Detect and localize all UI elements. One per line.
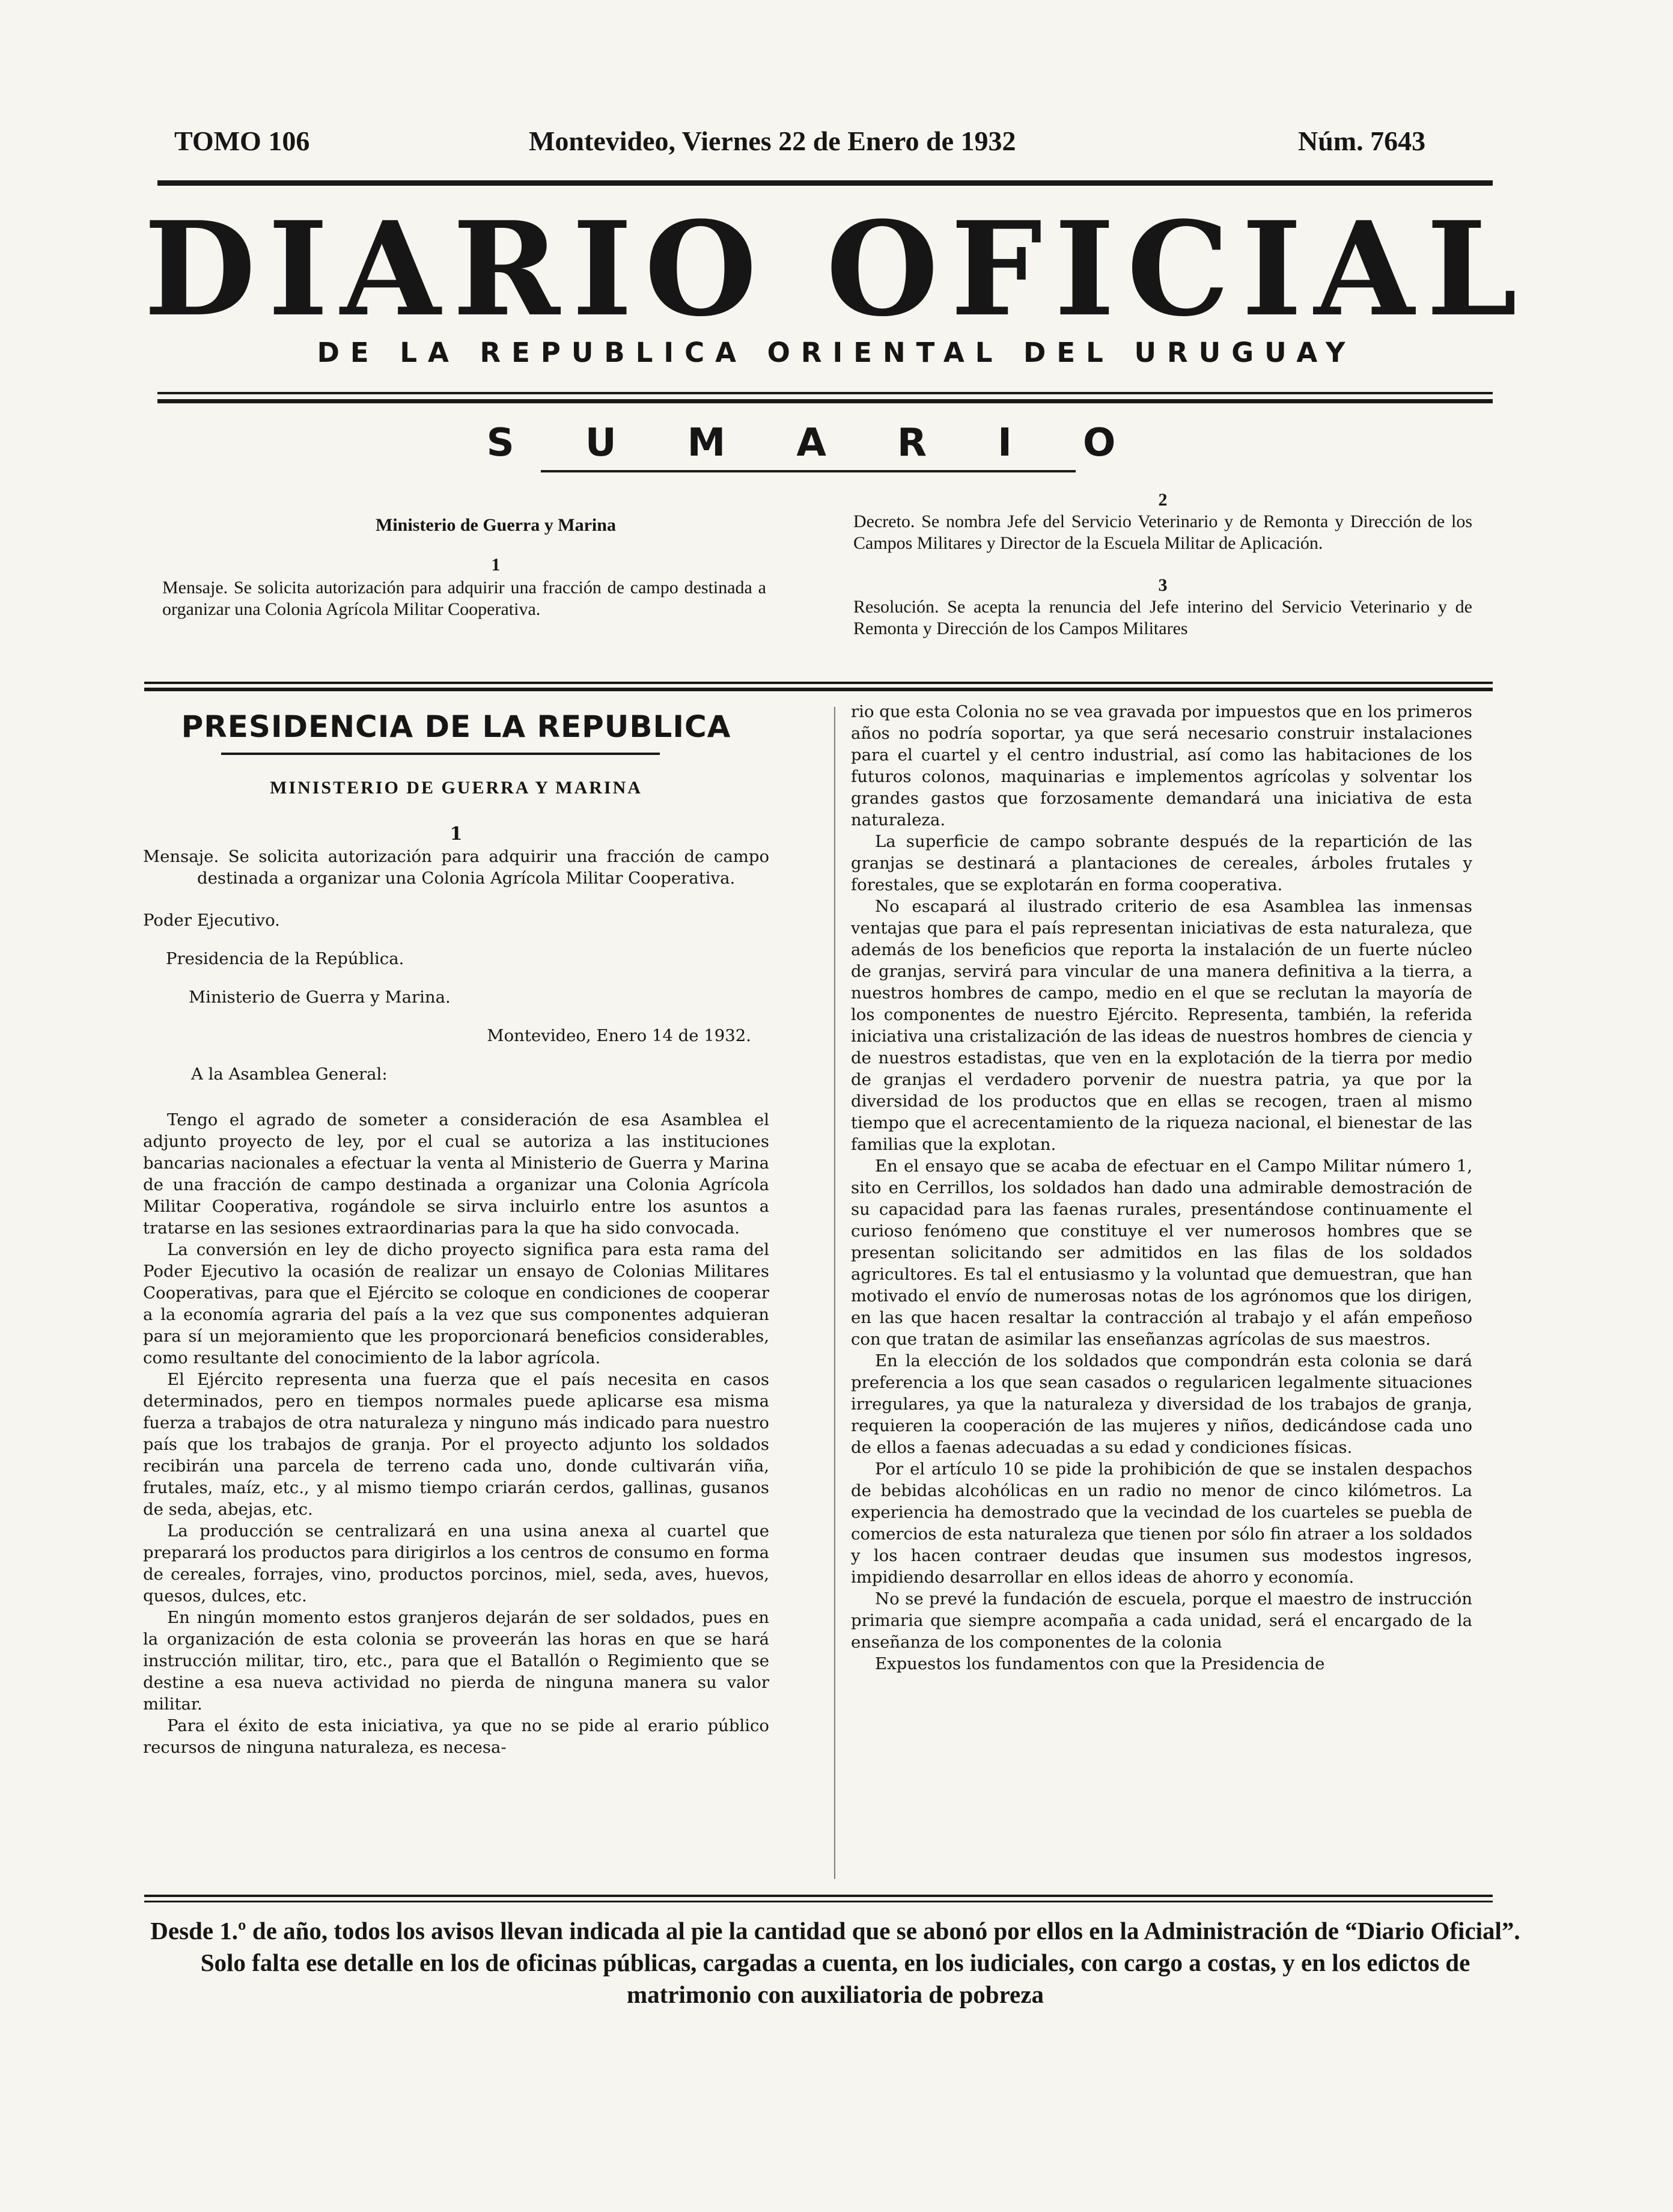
sumario-item-2-number: 2 <box>1158 490 1168 510</box>
newspaper-subtitle: DE LA REPUBLICA ORIENTAL DEL URUGUAY <box>317 337 1356 368</box>
section-heading: PRESIDENCIA DE LA REPUBLICA <box>181 709 731 744</box>
sumario-item-3-text: Resolución. Se acepta la renuncia del Jefe interino del Servicio Veterinario y de Remonta y Dirección de los Campos Militares <box>853 597 1472 638</box>
salutation: A la Asamblea General: <box>191 1065 388 1084</box>
issue-date: Montevideo, Viernes 22 de Enero de 1932 <box>529 126 1016 156</box>
masthead-bottom-rule-1 <box>157 392 1493 394</box>
ministerio-line: Ministerio de Guerra y Marina. <box>189 988 451 1007</box>
footer-notice: Desde 1.º de año, todos los avisos llevan indicada al pie la cantidad que se abonó por ellos en la Administración de “Diario Oficial”. Solo falta ese detalle en los de oficinas públicas, cargadas a cuenta, en los iudiciales, con cargo a costas, y en los edictos de matrimonio con auxiliatoria de pobreza <box>150 1917 1520 2008</box>
sumario-bottom-rule-2 <box>144 688 1493 691</box>
sumario-bottom-rule-1 <box>144 682 1493 684</box>
right-paragraph: En la elección de los soldados que compondrán esta colonia se dará preferencia a los que sean casados o regularicen legalmente situaciones irregulares, ya que la naturaleza y diversidad de los trabajos de granja, requieren la cooperación de las mujeres y niños, dedicándose cada uno de ellos a faenas adecuadas a su edad y condiciones físicas. <box>851 1351 1472 1457</box>
right-paragraph: rio que esta Colonia no se vea gravada por impuestos que en los primeros años no podría soportar, ya que será necesario construir instalaciones para el cuartel y el centro industrial, así como las habitaciones de los futuros colonos, maquinarias e implementos agrícolas y solventar los grandes gastos que forzosamente demandará una iniciativa de esta naturaleza. <box>851 702 1472 830</box>
left-paragraph: Tengo el agrado de someter a consideración de esa Asamblea el adjunto proyecto de ley, por el cual se autoriza a las instituciones bancarias nacionales a efectuar la venta al Ministerio de Guerra y Marina de una fracción de campo destinada a organizar una Colonia Agrícola Militar Cooperativa, rogándole se sirva incluirlo entre los asuntos a tratarse en las sesiones extraordinarias para la que ha sido convocada. <box>143 1110 769 1238</box>
right-paragraph: Por el artículo 10 se pide la prohibición de que se instalen despachos de bebidas alcohólicas en un radio no menor de cinco kilómetros. La experiencia ha demostrado que la vecindad de los cuarteles se puebla de comercios de esta naturaleza que tienen por sólo fin atraer a los soldados y los hacen contraer deudas que insumen sus modestos ingresos, impidiendo desarrollar en ellos ideas de ahorro y economía. <box>851 1459 1472 1587</box>
right-paragraph: No se prevé la fundación de escuela, porque el maestro de instrucción primaria que siempre acompaña a cada unidad, será el encargado de la enseñanza de los componentes de la colonia <box>851 1589 1472 1652</box>
sumario-item-3-number: 3 <box>1158 575 1168 595</box>
sumario-left-ministry: Ministerio de Guerra y Marina <box>376 515 616 535</box>
article-left-column <box>143 707 769 1897</box>
sumario-heading: SUMARIO <box>486 421 1187 465</box>
newspaper-title: DIARIO OFICIAL <box>144 193 1529 345</box>
left-paragraph: El Ejército representa una fuerza que el país necesita en casos determinados, pero en tiempos normales puede aplicarse esa misma fuerza a trabajos de otra naturaleza y ninguno más indicado para nuestro país que los trabajos de granja. Por el proyecto adjunto los soldados recibirán una parcela de terreno cada uno, donde cultivarán viña, frutales, maíz, etc., y al mismo tiempo criarán cerdos, gallinas, gusanos de seda, abejas, etc. <box>143 1370 769 1519</box>
sumario-underline <box>541 470 1076 472</box>
sumario-item-1-text: Mensaje. Se solicita autorización para adquirir una fracción de campo destinada a organizar una Colonia Agrícola Militar Cooperativa. <box>162 578 766 619</box>
poder-ejecutivo: Poder Ejecutivo. <box>143 911 280 930</box>
right-paragraph: En el ensayo que se acaba de efectuar en el Campo Militar número 1, sito en Cerrillos, los soldados han dado una admirable demostración de su capacidad para las faenas rurales, presentándose continuamente el curioso fenómeno que constituye el ver numerosos hombres que se presentan solicitando ser admitidos en las filas de los soldados agricultores. Es tal el entusiasmo y la voluntad que demuestran, que han motivado el envío de numerosas notas de los agrónomos que los dirigen, en las que hacen resaltar la contracción al trabajo y el afán empeñoso con que tratan de asimilar las enseñanzas agrícolas de sus maestros. <box>851 1156 1472 1349</box>
sumario-item-2-text: Decreto. Se nombra Jefe del Servicio Veterinario y de Remonta y Dirección de los Campos Militares y Director de la Escuela Militar de Aplicación. <box>853 512 1472 553</box>
article-right-column <box>851 701 1472 1891</box>
left-paragraph: La producción se centralizará en una usina anexa al cuartel que preparará los productos para dirigirlos a los centros de consumo en forma de cereales, forrajes, vino, productos porcinos, miel, seda, aves, huevos, quesos, dulces, etc. <box>143 1521 769 1606</box>
article-number: 1 <box>449 823 463 845</box>
footer-rule-1 <box>144 1895 1493 1897</box>
sumario-item-1-number: 1 <box>491 555 501 575</box>
tomo-number: TOMO 106 <box>174 126 310 156</box>
right-paragraph: No escapará al ilustrado criterio de esa Asamblea las inmensas ventajas que para el país representan iniciativas de esta naturaleza, que además de los beneficios que reporta la instalación de un fuerte núcleo de granjas, servirá para vincular de una manera definitiva a la tierra, a nuestros hombres de campo, medio en el que se reclutan la mayoría de los componentes de nuestro Ejército. Representa, también, la referida iniciativa una cristalización de las ideas de nuestros hombres de ciencia y de nuestros estadistas, que ven en la explotación de la tierra por medio de granjas el verdadero porvenir de nuestra patria, ya que por la diversidad de los productos que en ellas se recogen, traen al mismo tiempo que el acrecentamiento de la riqueza nacional, el bienestar de las familias que la explotan. <box>851 897 1472 1154</box>
right-paragraph: Expuestos los fundamentos con que la Presidencia de <box>875 1654 1325 1673</box>
issue-number: Núm. 7643 <box>1298 126 1426 156</box>
masthead-bottom-rule-2 <box>157 399 1493 403</box>
footer-rule-2 <box>144 1901 1493 1902</box>
left-paragraph: La conversión en ley de dicho proyecto significa para esta rama del Poder Ejecutivo la ocasión de realizar un ensayo de Colonias Militares Cooperativas, para que el Ejército se coloque en condiciones de cooperar a la economía agraria del país a la vez que sus componentes adquieran para sí un mejoramiento que les proporcionará beneficios considerables, como resultante del conocimiento de la labor agrícola. <box>143 1240 769 1367</box>
masthead-top-rule <box>157 180 1493 186</box>
ministry-heading: MINISTERIO DE GUERRA Y MARINA <box>270 778 642 798</box>
left-paragraph: En ningún momento estos granjeros dejarán de ser soldados, pues en la organización de esta colonia se proveerán las horas en que se hará instrucción militar, tiro, etc., para que el Batallón o Regimiento que se destine a esa nueva actividad no pierda de ninguna manera su valor militar. <box>143 1608 769 1714</box>
left-body <box>143 1109 769 1758</box>
place-date: Montevideo, Enero 14 de 1932. <box>487 1026 751 1045</box>
column-separator <box>834 707 835 1879</box>
article-summary: Mensaje. Se solicita autorización para adquirir una fracción de campo destinada a organizar una Colonia Agrícola Militar Cooperativa. <box>143 847 769 888</box>
left-paragraph: Para el éxito de esta iniciativa, ya que no se pide al erario público recursos de ninguna naturaleza, es necesa- <box>143 1716 769 1757</box>
section-heading-rule <box>221 753 660 755</box>
right-paragraph: La superficie de campo sobrante después de la repartición de las granjas se destinará a plantaciones de cereales, árboles frutales y forestales, que se explotarán en forma cooperativa. <box>851 832 1472 894</box>
presidencia-line: Presidencia de la República. <box>166 949 404 968</box>
